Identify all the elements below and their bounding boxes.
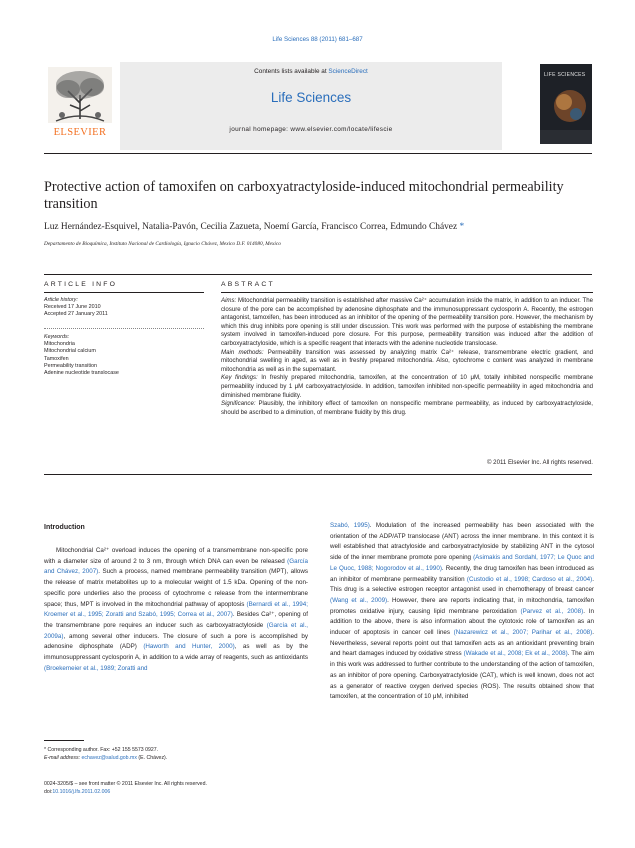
findings-text: In freshly prepared mitochondria, tamoxifen, at the concentration of 10 μM, totally inhibited nonspecific membrane permeability induced by 1 μM carboxyatractyloside. In addition, tamoxifen inhibited non-specific permeability in aged mitochondria and diminished membrane fluidity. [221,374,594,399]
citation-link[interactable]: (Bernardi et al., 1994; Kroemer et al., 1995; Zoratti and Szabó, 1995; Correa et al., 2007) [44,600,308,619]
divider [44,274,592,275]
citation-link[interactable]: (Custodio et al., 1998; Cardoso et al., 2004) [466,575,593,583]
body-text: Mitochondrial Ca²⁺ overload induces the opening of a transmembrane non-specific pore with a diameter size of around 2 to 3 nm, through which DNA can even be released [44,547,308,565]
keyword-item: Permeability transition [44,362,98,369]
doi-line [44,788,308,796]
email-label: E-mail address: [44,754,82,761]
contents-prefix: Contents lists available at [254,68,329,75]
email-line [44,755,308,763]
corresponding-author-mark[interactable]: * [459,222,465,232]
elsevier-logo [44,65,116,145]
journal-homepage-link[interactable]: journal homepage: www.elsevier.com/locate/lifescie [229,126,393,133]
body-text: . This drug is a selective estrogen receptor antagonist used in chemotherapy of breast cancer [330,575,594,594]
author-email-link[interactable]: echavez@salud.gob.mx [81,754,137,761]
citation-link[interactable]: (García et al., 2009a) [44,621,308,640]
aims-text: Mitochondrial permeability transition is established after massive Ca²⁺ accumulation inside the matrix, in addition to an inducer. The closure of the pore can be accomplished by adenosine diphosphate and the immunosuppressant cyclosporin A. Recently, the estrogen antagonist, tamoxifen, has been introduced as an inhibitor of the opening of the permeability transition pore. However, the mechanism by which this drug inhibits pore opening is still under discussion. This work was performed with the purpose of establishing the membrane system involved in tamoxifen-induced pore closure. For this purpose, permeability transition was induced after the addition of carboxyatractyloside, which is a specific reagent that interacts with the adenine nucleotide translocase. [221,297,593,347]
keywords-label: Keywords: [44,334,70,340]
journal-banner [120,62,502,150]
citation-link[interactable]: (Wakade et al., 2008; Ek et al., 2008) [463,650,568,658]
methods-label: Main methods: [221,348,264,356]
author-list [44,222,604,232]
abstract-findings [221,374,593,400]
article-history [44,297,204,319]
body-text: . In addition to the above, there is also information about the cytotoxic role of tamoxifen as an inducer of apoptosis in cancer cell lines [330,607,595,637]
publisher-wordmark: ELSEVIER [53,127,107,138]
citation-link[interactable]: (Nazarewicz et al., 2007; Parihar et al., 2008) [453,629,593,637]
journal-reference[interactable]: Life Sciences 88 (2011) 681–687 [272,36,363,43]
introduction-heading: Introduction [44,524,85,531]
accepted-date: Accepted 27 January 2011 [44,311,108,318]
body-text: . Nevertheless, several reports point out that tamoxifen acts as an antioxidant preventing brain and heart damages induced by oxidative stress [330,629,594,658]
footnote [44,747,308,762]
article-info-heading: ARTICLE INFO [44,281,118,288]
affiliation: Departamento de Bioquímica, Instituto Nacional de Cardiología, Ignacio Chávez, Mexico D.F. 014080, Mexico [44,241,281,247]
abstract-methods [221,349,593,375]
doi-label: doi: [44,789,53,795]
footnote-divider [44,740,84,741]
journal-header [44,62,592,154]
contents-line [120,68,502,75]
abstract-significance [221,400,593,417]
citation-link[interactable]: (Wang et al., 2009) [330,596,388,604]
body-text: . Besides Ca²⁺, opening of the transmembrane pore requires an inducer such as carboxyatractyloside [44,611,308,629]
body-text: . However, there are reports indicating that, in mitochondria, tamoxifen promotes oxidative injury, causing lipid membrane peroxidation [330,596,594,615]
issn-line: 0024-3205/$ – see front matter © 2011 Elsevier Inc. All rights reserved. [44,781,207,787]
copyright: © 2011 Elsevier Inc. All rights reserved. [487,459,593,466]
divider [44,328,204,329]
email-suffix: (E. Chávez). [136,754,168,761]
citation-link[interactable]: (Broekemeier et al., 1989; Zoratti and [44,664,148,672]
aims-label: Aims: [221,297,237,304]
body-text: . The aim in this work was addressed to further contribute to the understanding of the action of tamoxifen, as an inhibitor of pore opening. Carboxyatractyloside (CAT), which is well known, does not act as a generator of reactive oxygen derived species (ROS). The results obtained show that tamoxifen, at the concentration of 10 μM, inhibited [330,650,595,701]
divider [44,292,204,293]
journal-title: Life Sciences [270,90,352,105]
cover-title: LIFE SCIENCES [544,72,586,78]
history-label: Article history: [44,297,78,303]
divider [44,474,592,475]
keyword-item: Mitochondrial calcium [44,348,96,355]
received-date: Received 17 June 2010 [44,304,101,311]
significance-label: Significance: [221,400,256,408]
keyword-item: Tamoxifen [44,355,69,362]
abstract-heading: ABSTRACT [221,281,275,288]
citation-link[interactable]: (Parvez et al., 2008) [520,607,584,615]
cover-art-icon [540,80,592,144]
citation-link[interactable]: (Haworth and Hunter, 2000) [143,643,235,651]
keyword-item: Adenine nucleotide translocase [44,370,119,377]
significance-text: Plausibly, the inhibitory effect of tamoxifen on nonspecific membrane permeability, as induced by carboxyatractyloside, should be ascribed to a diminution, of membrane fluidity by this drug. [221,400,593,416]
doi-link[interactable]: 10.1016/j.lfs.2011.02.006 [52,789,111,795]
abstract-body [221,297,593,417]
intro-left-column [44,546,308,674]
citation-link[interactable]: (García and Chávez, 2007) [44,557,308,576]
journal-cover-image [540,64,592,144]
citation-link[interactable]: Szabó, 1995) [330,522,370,529]
body-text: , among several other inducers. The closure of such a pore is accomplished by adenosine diphosphate (ADP) [44,632,308,651]
body-text: . Recently, the drug tamoxifen has been introduced as an inhibitor of membrane permeability transition [330,564,594,583]
methods-text: Permeability transition was assessed by analyzing matrix Ca²⁺ release, transmembrane electric gradient, and mitochondrial swelling in aged, as well as in freshly prepared mitochondria. Also, cytochrome c content was analyzed in membrane mitochondria as well as in the supernatant. [221,348,594,373]
body-text: , as well as by the immunosuppressant cyclosporin A, in addition to a wide array of reagents, such as antioxidants [44,643,308,662]
body-text: . Modulation of the increased permeability has been associated with the orientation of the ADP/ATP translocase (ANT) across the inner membrane. In this context it is well established that atractyloside and carboxyatractyloside by stabilizing ANT in the cytosol side of the inner membrane promote pore opening [330,522,594,562]
front-matter [44,780,308,796]
authors-text: Luz Hernández-Esquivel, Natalia-Pavón, Cecilia Zazueta, Noemí García, Francisco Correa, Edmundo Chávez [44,222,458,232]
keyword-item: Mitochondria [44,341,75,348]
abstract-aims [221,297,593,349]
divider [221,292,593,293]
intro-right-column [330,521,594,703]
sciencedirect-link[interactable]: ScienceDirect [328,68,368,75]
citation-link[interactable]: (Asimakis and Sordahl, 1977; Le Quoc and Le Quoc, 1988; Nogorodov et al., 1990) [330,554,594,572]
corresponding-author-note: * Corresponding author. Fax: +52 155 5573 0927. [44,747,159,753]
findings-label: Key findings: [221,374,258,382]
article-title: Protective action of tamoxifen on carboxyatractyloside-induced mitochondrial permeability transition [44,179,564,212]
keyword-list [44,341,204,377]
keywords [44,334,204,377]
body-text: . Such a process, named membrane permeability transition (MPT), allows the release of matrix metabolites up to a molecular weight of 1.5 kDa. Opening of the non-specific pore underlies also the process of cytochrome c release from the intermembrane space; thus, MPT is involved in the mitochondrial pathway of apoptosis [44,568,308,608]
